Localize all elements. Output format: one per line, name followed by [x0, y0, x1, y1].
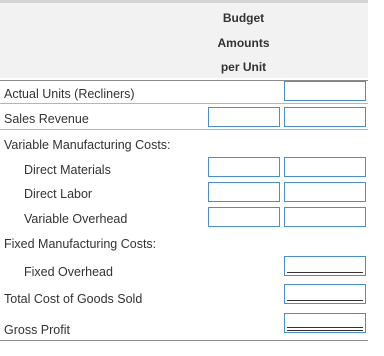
subtotal-underline	[287, 272, 363, 273]
variable-overhead-input[interactable]	[284, 207, 366, 227]
sales-revenue-input[interactable]	[284, 107, 366, 127]
actual-units-input[interactable]	[284, 81, 366, 101]
gross-profit-label: Gross Profit	[4, 323, 70, 337]
direct-labor-label: Direct Labor	[24, 187, 93, 201]
direct-labor-per-unit-input[interactable]	[208, 182, 280, 202]
total-cogs-input[interactable]	[284, 284, 366, 304]
final-double-underline	[287, 327, 363, 331]
row-divider	[0, 103, 368, 104]
header-amounts: Amounts	[217, 36, 270, 50]
sales-revenue-label: Sales Revenue	[4, 112, 89, 126]
header-budget: Budget	[222, 11, 265, 25]
variable-overhead-label: Variable Overhead	[24, 212, 128, 226]
direct-materials-input[interactable]	[284, 157, 366, 177]
variable-overhead-per-unit-input[interactable]	[208, 207, 280, 227]
total-underline	[287, 300, 363, 301]
header-per-unit: per Unit	[220, 60, 267, 74]
actual-units-label: Actual Units (Recliners)	[4, 87, 135, 101]
direct-labor-input[interactable]	[284, 182, 366, 202]
total-cogs-label: Total Cost of Goods Sold	[4, 292, 143, 306]
sales-revenue-per-unit-input[interactable]	[208, 107, 280, 127]
fixed-overhead-input[interactable]	[284, 256, 366, 276]
column-header	[0, 0, 368, 78]
fixed-overhead-label: Fixed Overhead	[24, 265, 113, 279]
bottom-divider	[0, 340, 368, 341]
direct-materials-label: Direct Materials	[24, 163, 111, 177]
direct-materials-per-unit-input[interactable]	[208, 157, 280, 177]
fixed-mfg-costs-label: Fixed Manufacturing Costs:	[4, 237, 157, 251]
variable-mfg-costs-label: Variable Manufacturing Costs:	[4, 138, 171, 152]
row-divider	[0, 129, 368, 130]
